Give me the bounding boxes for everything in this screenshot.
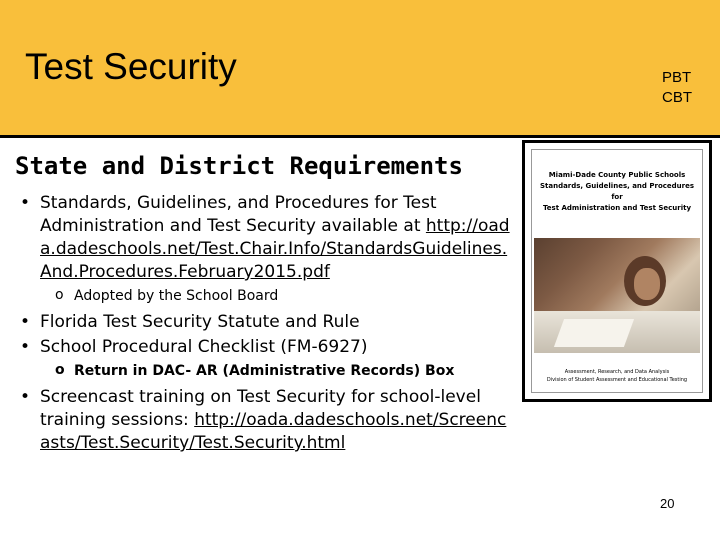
section-heading: State and District Requirements — [15, 152, 463, 180]
screencast-link[interactable]: http://oada.dadeschools.net/Screencasts/Test.Security/Test.Security.html — [40, 410, 507, 453]
bullet-statute: • Florida Test Security Statute and Rule — [20, 311, 515, 334]
sub-bullet-return: o Return in DAC- AR (Administrative Records) Box — [20, 363, 494, 380]
mode-pbt: PBT — [662, 69, 692, 86]
bullet-standards — [20, 192, 515, 284]
bullet-list — [20, 192, 515, 457]
bullet-screencast-text: Screencast training on Test Security for school-level training sessions: — [40, 387, 481, 430]
cover-title-line2: Standards, Guidelines, and Procedures for — [539, 182, 695, 201]
test-mode-label — [662, 68, 692, 108]
bullet-checklist: • School Procedural Checklist (FM-6927) — [20, 336, 515, 359]
students-photo — [534, 238, 700, 353]
page-number: 20 — [660, 496, 675, 511]
slide-title: Test Security — [25, 46, 237, 87]
photo-paper — [554, 319, 634, 347]
cover-title-line3: Test Administration and Test Security — [542, 204, 692, 212]
cover-footer-line1: Assessment, Research, and Data Analysis — [564, 369, 670, 375]
document-cover-image — [522, 140, 712, 402]
cover-inner — [531, 149, 703, 393]
mode-cbt: CBT — [662, 89, 692, 106]
photo-student-face — [634, 268, 660, 300]
cover-footer — [536, 368, 698, 384]
cover-footer-line2: Division of Student Assessment and Educational Testing — [546, 377, 688, 383]
bullet-screencast — [20, 386, 515, 455]
bullet-standards-text: Standards, Guidelines, and Procedures for Test Administration and Test Security available at — [40, 193, 437, 236]
slide-header — [0, 0, 720, 138]
cover-title — [536, 170, 698, 214]
standards-pdf-link[interactable]: http://oada.dadeschools.net/Test.Chair.Info/StandardsGuidelines.And.Procedures.February2015.pdf — [40, 216, 510, 282]
sub-bullet-adopted: o Adopted by the School Board — [20, 288, 515, 305]
cover-title-line1: Miami-Dade County Public Schools — [548, 171, 686, 179]
